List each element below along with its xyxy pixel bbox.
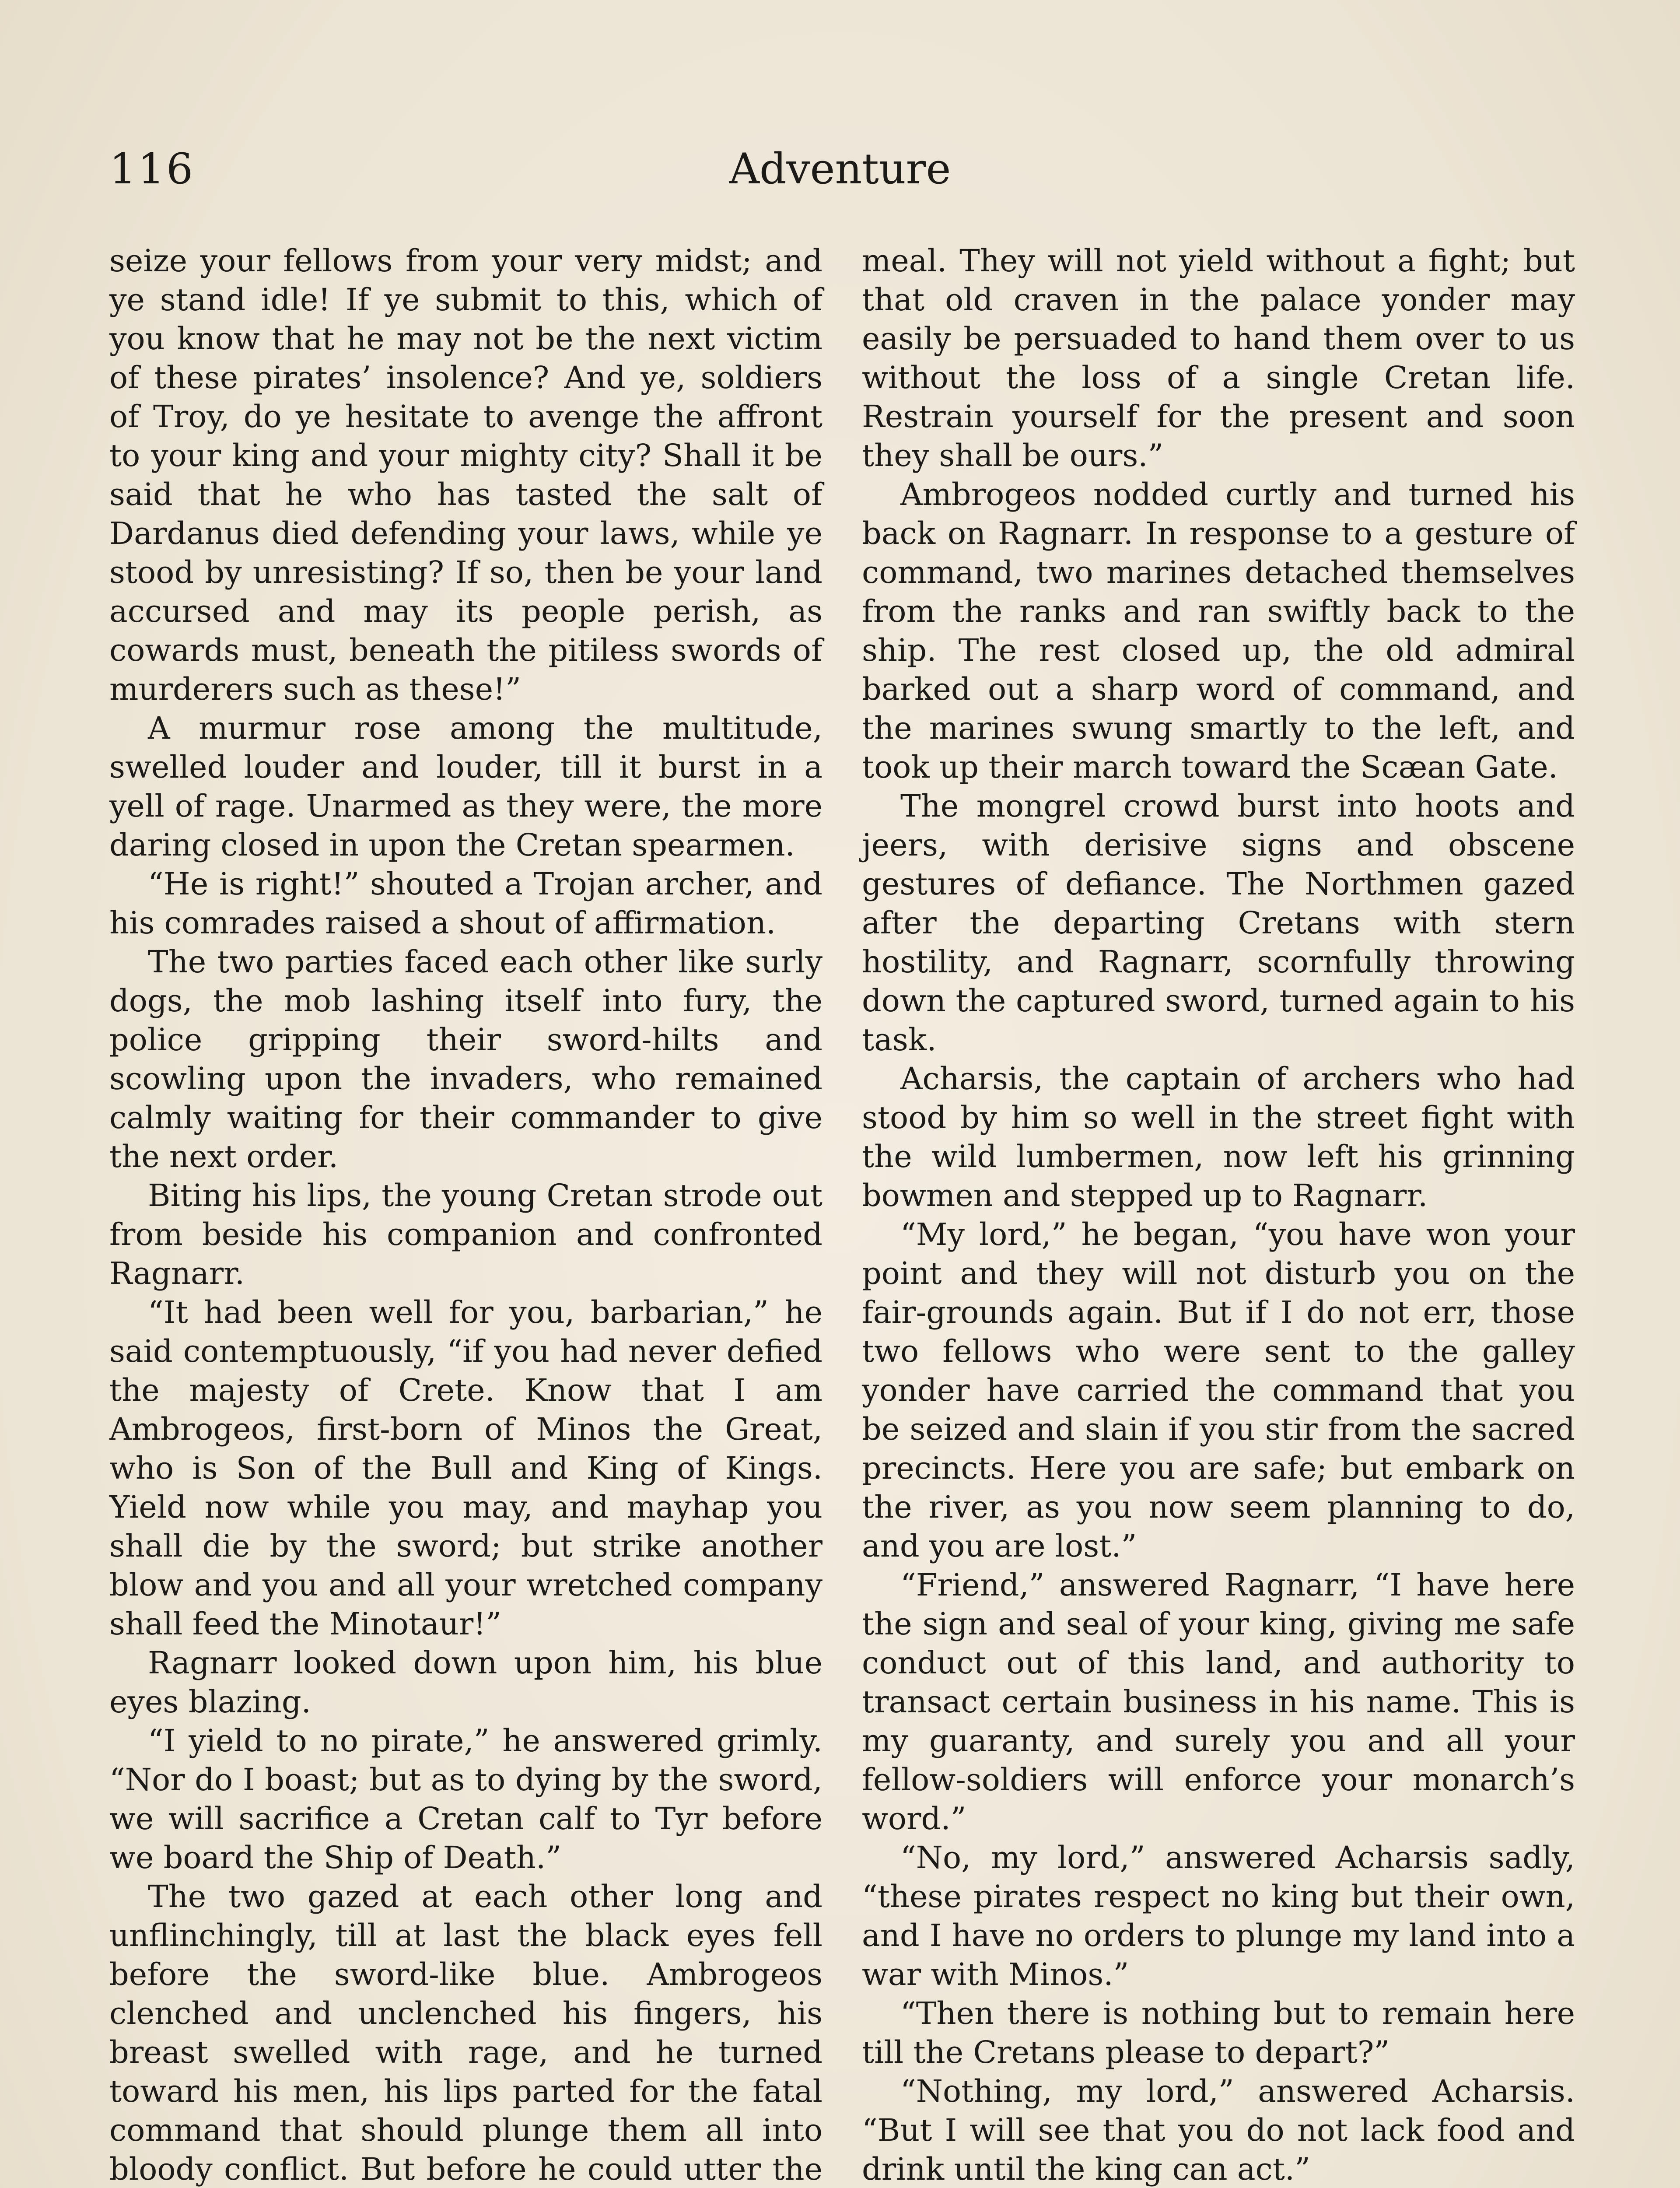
paragraph: “Then there is nothing but to remain here till the Cretans please to depart?” (862, 1995, 1575, 2070)
page-header (109, 144, 1571, 197)
paragraph: Ragnarr looked down upon him, his blue eyes blazing. (109, 1645, 822, 1720)
paragraph: meal. They will not yield without a fight; but that old craven in the palace yonder may easily be persuaded to hand them over to us without the loss of a single Cretan life. Restrain yourself for the present and soon they shall be ours.” (862, 243, 1575, 473)
left-column (109, 242, 822, 2188)
paragraph: The two parties faced each other like surly dogs, the mob lashing itself into fury, the police gripping their sword-hilts and scowling upon the invaders, who remained calmly waiting for their commander to give the next order. (109, 944, 822, 1175)
paragraph: “My lord,” he began, “you have won your point and they will not disturb you on the fair-grounds again. But if I do not err, those two fellows who were sent to the galley yonder have carried the command that you be seized and slain if you stir from the sacred precincts. Here you are safe; but embark on the river, as you now seem planning to do, and you are lost.” (862, 1217, 1575, 1564)
paragraph: seize your fellows from your very midst; and ye stand idle! If ye submit to this, which of you know that he may not be the next victim of these pirates’ insolence? And ye, soldiers of Troy, do ye hesitate to avenge the affront to your king and your mighty city? Shall it be said that he who has tasted the salt of Dardanus died defending your laws, while ye stood by unresisting? If so, then be your land accursed and may its people perish, as cowards must, beneath the pitiless swords of murderers such as these!” (109, 243, 822, 707)
paragraph: Biting his lips, the young Cretan strode out from beside his companion and confronted Ragnarr. (109, 1178, 822, 1291)
paragraph: “He is right!” shouted a Trojan archer, and his comrades raised a shout of affirmation. (109, 866, 822, 941)
paragraph: “Nothing, my lord,” answered Acharsis. “But I will see that you do not lack food and drink until the king can act.” (862, 2073, 1575, 2187)
page-number: 116 (109, 144, 195, 193)
running-title: Adventure (729, 144, 951, 193)
paragraph: “Friend,” answered Ragnarr, “I have here the sign and seal of your king, giving me safe conduct out of this land, and authority to transact certain business in his name. This is my guaranty, and surely you and all your fellow-soldiers will enforce your monarch’s word.” (862, 1567, 1575, 1837)
paragraph: A murmur rose among the multitude, swelled louder and louder, till it burst in a yell of rage. Unarmed as they were, the more daring closed in upon the Cretan spearmen. (109, 710, 822, 863)
paragraph: The two gazed at each other long and unflinchingly, till at last the black eyes fell before the sword-like blue. Ambrogeos clenched and unclenched his fingers, his breast swelled with rage, and he turned toward his men, his lips parted for the fatal command that should plunge them all into bloody conflict. But before he could utter the (109, 1879, 822, 2187)
paragraph: “No, my lord,” answered Acharsis sadly, “these pirates respect no king but their own, and I have no orders to plunge my land into a war with Minos.” (862, 1840, 1575, 1992)
paragraph: Ambrogeos nodded curtly and turned his back on Ragnarr. In response to a gesture of command, two marines detached themselves from the ranks and ran swiftly back to the ship. The rest closed up, the old admiral barked out a sharp word of command, and the marines swung smartly to the left, and took up their march toward the Scæan Gate. (862, 477, 1575, 785)
right-column (862, 242, 1575, 2188)
paragraph: “I yield to no pirate,” he answered grimly. “Nor do I boast; but as to dying by the sword, we will sacrifice a Cretan calf to Tyr before we board the Ship of Death.” (109, 1723, 822, 1876)
paragraph: Acharsis, the captain of archers who had stood by him so well in the street fight with the wild lumbermen, now left his grinning bowmen and stepped up to Ragnarr. (862, 1061, 1575, 1213)
paragraph: The mongrel crowd burst into hoots and jeers, with derisive signs and obscene gestures of defiance. The Northmen gazed after the departing Cretans with stern hostility, and Ragnarr, scornfully throwing down the captured sword, turned again to his task. (862, 788, 1575, 1058)
paragraph: “It had been well for you, barbarian,” he said contemptuously, “if you had never defied the majesty of Crete. Know that I am Ambrogeos, first-born of Minos the Great, who is Son of the Bull and King of Kings. Yield now while you may, and mayhap you shall die by the sword; but strike another blow and you and all your wretched company shall feed the Minotaur!” (109, 1294, 822, 1642)
